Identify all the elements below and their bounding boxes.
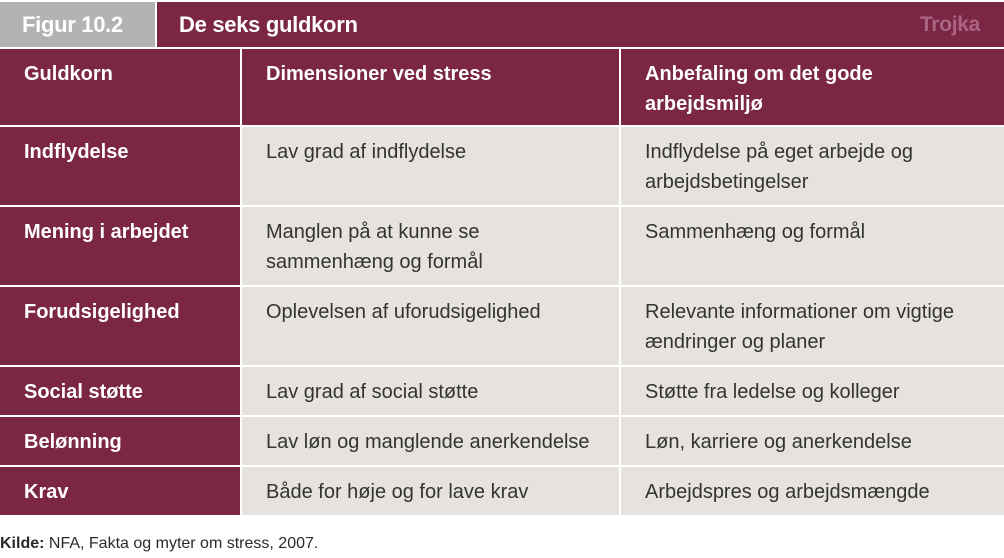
table-cell: Løn, karriere og anerkendelse [621, 417, 1004, 465]
table-row [0, 207, 1004, 285]
brand-label: Trojka [919, 12, 980, 36]
source-note [0, 535, 318, 553]
table-row [0, 127, 1004, 205]
table-cell: Sammenhæng og formål [621, 207, 1004, 285]
table-cell: Lav løn og manglende anerkendelse [242, 417, 619, 465]
table-row [0, 287, 1004, 365]
table-cell: Manglen på at kunne se sammenhæng og formål [242, 207, 619, 285]
column-header: Guldkorn [0, 49, 240, 125]
row-label: Belønning [0, 417, 240, 465]
table-row [0, 467, 1004, 515]
table-row [0, 367, 1004, 415]
column-header: Dimensioner ved stress [242, 49, 619, 125]
row-label: Mening i arbejdet [0, 207, 240, 285]
column-header: Anbefaling om det gode arbejdsmiljø [621, 49, 1004, 125]
row-label: Forudsigelighed [0, 287, 240, 365]
figure-label: Figur 10.2 [0, 2, 155, 47]
figure-title: De seks guldkorn [179, 11, 358, 37]
table-cell: Relevante informationer om vigtige ændringer og planer [621, 287, 1004, 365]
table-row [0, 417, 1004, 465]
table-header-row [0, 49, 1004, 125]
table-cell: Støtte fra ledelse og kolleger [621, 367, 1004, 415]
table-cell: Indflydelse på eget arbejde og arbejdsbetingelser [621, 127, 1004, 205]
figure-header [0, 2, 1004, 47]
table-cell: Arbejdspres og arbejdsmængde [621, 467, 1004, 515]
table-cell: Lav grad af indflydelse [242, 127, 619, 205]
source-text: NFA, Fakta og myter om stress, 2007. [44, 535, 319, 552]
row-label: Indflydelse [0, 127, 240, 205]
table-cell: Både for høje og for lave krav [242, 467, 619, 515]
source-label: Kilde: [0, 535, 45, 552]
row-label: Social støtte [0, 367, 240, 415]
figure-title-bar [157, 2, 1004, 47]
table-cell: Lav grad af social støtte [242, 367, 619, 415]
table-cell: Oplevelsen af uforudsigelighed [242, 287, 619, 365]
row-label: Krav [0, 467, 240, 515]
